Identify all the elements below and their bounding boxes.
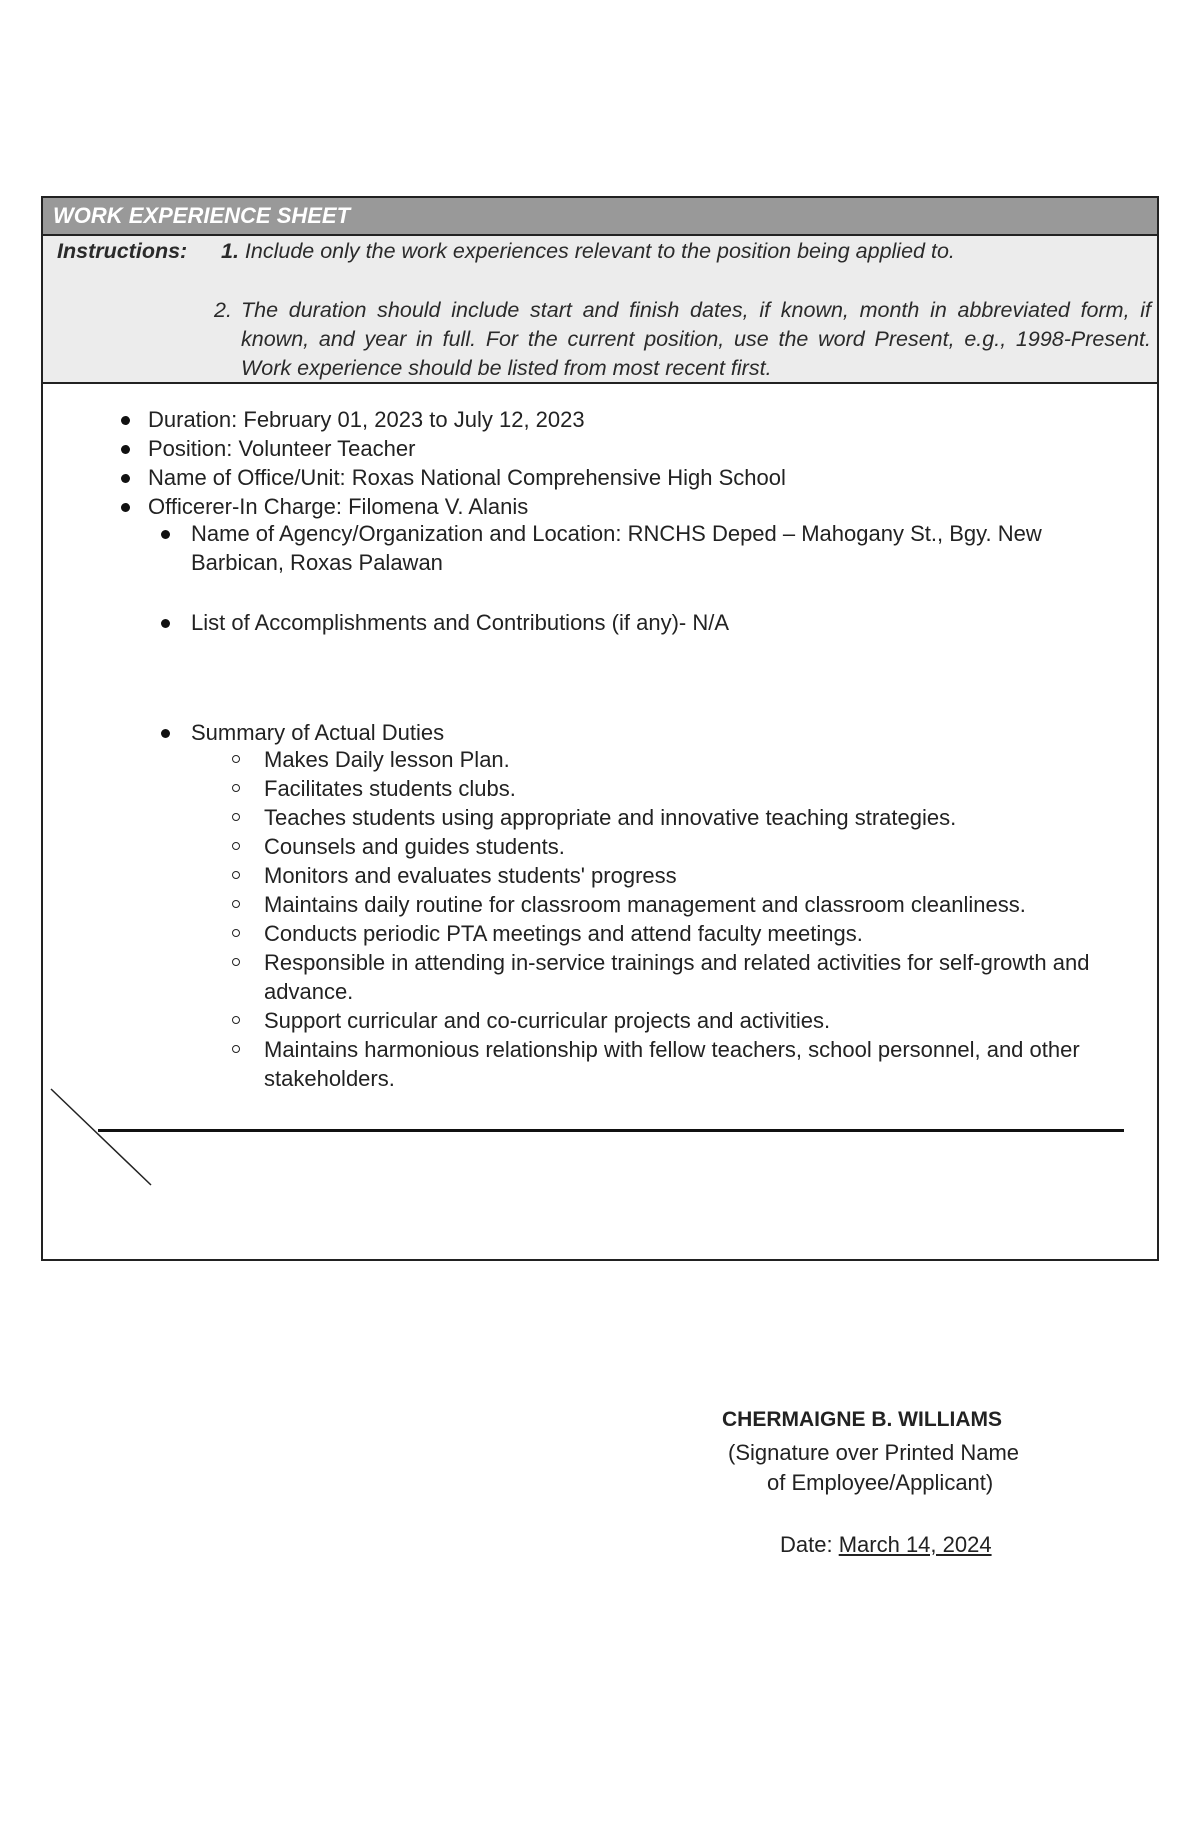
agency-list <box>158 519 1118 577</box>
instructions-label: Instructions: <box>57 239 188 263</box>
instructions-box <box>43 236 1157 384</box>
duty-item: Teaches students using appropriate and innovative teaching strategies. <box>189 803 1149 832</box>
duty-item: Monitors and evaluates students' progress <box>189 861 1149 890</box>
instruction-item-1-text: Include only the work experiences relevant to the position being applied to. <box>244 239 955 263</box>
duty-item: Responsible in attending in-service trainings and related activities for self-growth and advance. <box>189 948 1149 1006</box>
signatory-name: CHERMAIGNE B. WILLIAMS <box>722 1408 1002 1431</box>
signature-caption-line2: of Employee/Applicant) <box>767 1470 994 1495</box>
date-label: Date: <box>780 1532 839 1557</box>
duties-list <box>189 745 1149 1093</box>
instruction-item-2 <box>214 296 1151 383</box>
duty-item: Facilitates students clubs. <box>189 774 1149 803</box>
duties-heading-list <box>158 718 1118 747</box>
list-item-officer-in-charge: Officerer-In Charge: Filomena V. Alanis <box>118 492 1148 521</box>
duty-item: Maintains harmonious relationship with fellow teachers, school personnel, and other stakeholders. <box>189 1035 1149 1093</box>
list-item-agency: Name of Agency/Organization and Location: RNCHS Deped – Mahogany St., Bgy. New Barbican, Roxas Palawan <box>158 519 1118 577</box>
date-value: March 14, 2024 <box>838 1532 992 1557</box>
sheet-title: WORK EXPERIENCE SHEET <box>43 198 1157 236</box>
instruction-item-2-text: The duration should include start and finish dates, if known, month in abbreviated form, if known, and year in full. For the current position, use the word Present, e.g., 1998-Present. Work experience should be listed from most recent first. <box>241 298 1151 380</box>
list-item-duties-heading: Summary of Actual Duties <box>158 718 1118 747</box>
list-item-duration: Duration: February 01, 2023 to July 12, 2023 <box>118 405 1148 434</box>
instruction-item-2-number: 2. <box>214 298 232 322</box>
entry-main-list <box>118 405 1148 521</box>
signature-date <box>780 1530 992 1560</box>
duty-item: Support curricular and co-curricular projects and activities. <box>189 1006 1149 1035</box>
duty-item: Conducts periodic PTA meetings and attend faculty meetings. <box>189 919 1149 948</box>
diagonal-strike-mark <box>50 1088 155 1188</box>
duty-item: Counsels and guides students. <box>189 832 1149 861</box>
duty-item: Makes Daily lesson Plan. <box>189 745 1149 774</box>
duty-item: Maintains daily routine for classroom management and classroom cleanliness. <box>189 890 1149 919</box>
signature-caption-line1: (Signature over Printed Name <box>728 1440 1020 1465</box>
list-item-office: Name of Office/Unit: Roxas National Comprehensive High School <box>118 463 1148 492</box>
instruction-item-1-number: 1. <box>221 239 239 263</box>
list-item-accomplishments: List of Accomplishments and Contributions (if any)- N/A <box>158 608 1118 637</box>
instruction-item-1 <box>221 237 955 266</box>
separator-line <box>98 1129 1124 1132</box>
list-item-position: Position: Volunteer Teacher <box>118 434 1148 463</box>
accomplishments-list <box>158 608 1118 637</box>
